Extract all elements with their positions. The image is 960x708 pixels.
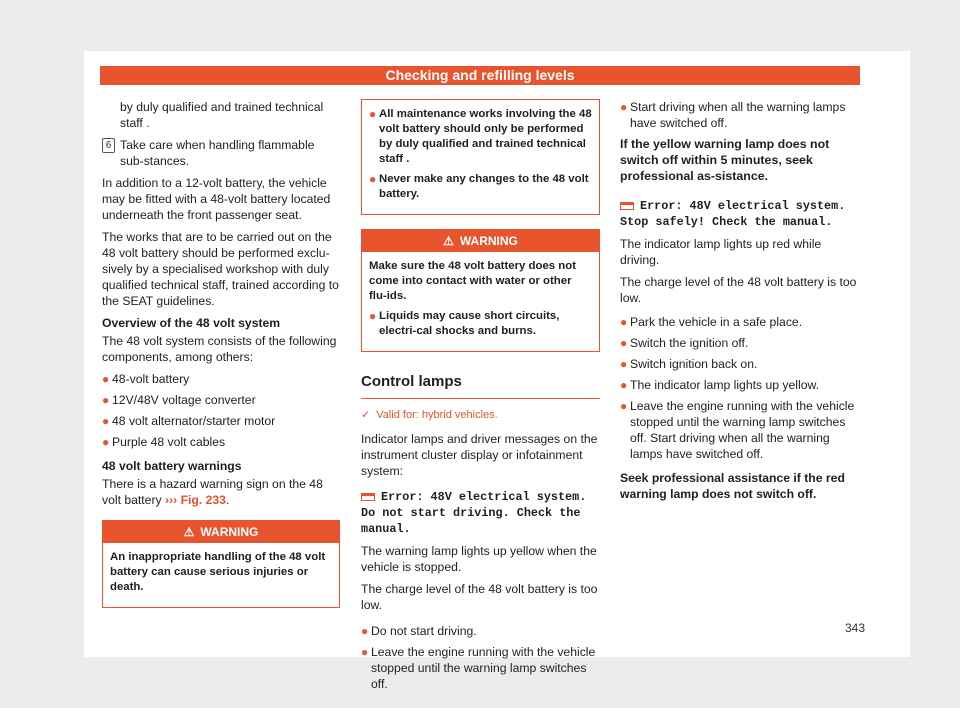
list-item: ● Leave the engine running with the vehicle stopped until the warning lamp switches off. Start driving when all the warning lamps have switched off.	[620, 399, 855, 461]
section-heading: 48 volt battery warnings	[102, 459, 242, 473]
paragraph: In addition to a 12-volt battery, the vehicle may be fitted with a 48-volt battery located underneath the front passenger seat.	[102, 176, 331, 222]
paragraph: The works that are to be carried out on the 48 volt battery should be performed exclu-sively by a specialised workshop with duly qualified technical staff, trained according to the SEAT guidelines.	[102, 230, 339, 308]
column-right	[620, 99, 860, 508]
warning-box	[361, 229, 600, 352]
validity-note: ✓ Valid for: hybrid vehicles.	[361, 409, 498, 421]
bullet-icon: ●	[102, 435, 110, 449]
bullet-icon: ●	[620, 357, 628, 371]
paragraph: The charge level of the 48 volt battery is too low.	[361, 582, 598, 612]
list-item: ● Switch ignition back on.	[620, 357, 758, 371]
list-item: ● Purple 48 volt cables	[102, 435, 226, 449]
section-heading: Overview of the 48 volt system	[102, 316, 281, 330]
bullet-icon: ●	[102, 393, 110, 407]
item-number-badge: 6	[102, 138, 115, 153]
paragraph: The indicator lamp lights up red while driving.	[620, 237, 822, 267]
list-item: ● Park the vehicle in a safe place.	[620, 315, 803, 329]
list-item: ● Switch the ignition off.	[620, 336, 749, 350]
page-title: Checking and refilling levels	[100, 66, 860, 85]
bullet-icon: ●	[620, 100, 628, 114]
bold-paragraph: If the yellow warning lamp does not switch off within 5 minutes, seek professional as-sistance.	[620, 137, 830, 183]
list-item: ● 48-volt battery	[102, 372, 190, 386]
continued-text: by duly qualified and trained technical staff .	[120, 100, 324, 130]
list-item: ● Never make any changes to the 48 volt battery.	[369, 172, 589, 200]
list-item: ● 12V/48V voltage converter	[102, 393, 256, 407]
bullet-icon: ●	[620, 399, 628, 413]
list-item: ● All maintenance works involving the 48 volt battery should only be performed by duly qualified and trained technical staff .	[369, 107, 592, 165]
bullet-icon: ●	[369, 172, 377, 186]
driver-message: Error: 48V electrical system. Do not start driving. Check the manual.	[361, 490, 587, 536]
bullet-icon: ●	[361, 624, 369, 638]
bullet-icon: ●	[369, 107, 377, 121]
bullet-icon: ●	[102, 414, 110, 428]
notice-box	[361, 99, 600, 215]
column-middle	[361, 99, 600, 697]
warning-triangle-icon: ⚠	[443, 234, 454, 248]
list-item-6	[102, 137, 340, 169]
section-title: Control lamps	[361, 374, 600, 399]
checkmark-icon: ✓	[361, 409, 371, 421]
page-number: 343	[845, 621, 866, 635]
warning-header: ⚠ WARNING	[103, 521, 339, 543]
warning-header: ⚠ WARNING	[362, 230, 599, 252]
list-item: ● Do not start driving.	[361, 624, 477, 638]
list-item: ● The indicator lamp lights up yellow.	[620, 378, 820, 392]
list-item: ● 48 volt alternator/starter motor	[102, 414, 276, 428]
paragraph: Indicator lamps and driver messages on the instrument cluster display or infotainment system:	[361, 432, 598, 478]
warning-lamp-icon	[620, 202, 634, 210]
list-item-text: Take care when handling flammable sub-stances.	[120, 138, 315, 168]
figure-link[interactable]: ››› Fig. 233	[165, 493, 226, 507]
paragraph: The charge level of the 48 volt battery is too low.	[620, 275, 857, 305]
driver-message: Error: 48V electrical system. Stop safely! Check the manual.	[620, 199, 846, 229]
warning-lamp-icon	[361, 493, 375, 501]
paragraph: The 48 volt system consists of the following components, among others:	[102, 334, 337, 364]
warning-text: Make sure the 48 volt battery does not come into contact with water or other flu-ids.	[369, 260, 576, 302]
warning-triangle-icon: ⚠	[183, 525, 195, 539]
warning-text: An inappropriate handling of the 48 volt battery can cause serious injuries or death.	[110, 551, 326, 593]
column-left	[102, 99, 340, 608]
bold-paragraph: Seek professional assistance if the red warning lamp does not switch off.	[620, 471, 845, 501]
bullet-icon: ●	[102, 372, 110, 386]
list-item: ● Leave the engine running with the vehicle stopped until the warning lamp switches off.	[361, 645, 596, 691]
bullet-icon: ●	[620, 315, 628, 329]
bullet-icon: ●	[369, 309, 377, 323]
warning-box	[102, 520, 340, 608]
bullet-icon: ●	[620, 378, 628, 392]
list-item: ● Start driving when all the warning lamps have switched off.	[620, 100, 846, 130]
paragraph: The warning lamp lights up yellow when the vehicle is stopped.	[361, 544, 597, 574]
list-item: ● Liquids may cause short circuits, electri-cal shocks and burns.	[369, 309, 560, 337]
paragraph: There is a hazard warning sign on the 48 volt battery ››› Fig. 233.	[102, 477, 323, 507]
bullet-icon: ●	[620, 336, 628, 350]
bullet-icon: ●	[361, 645, 369, 659]
